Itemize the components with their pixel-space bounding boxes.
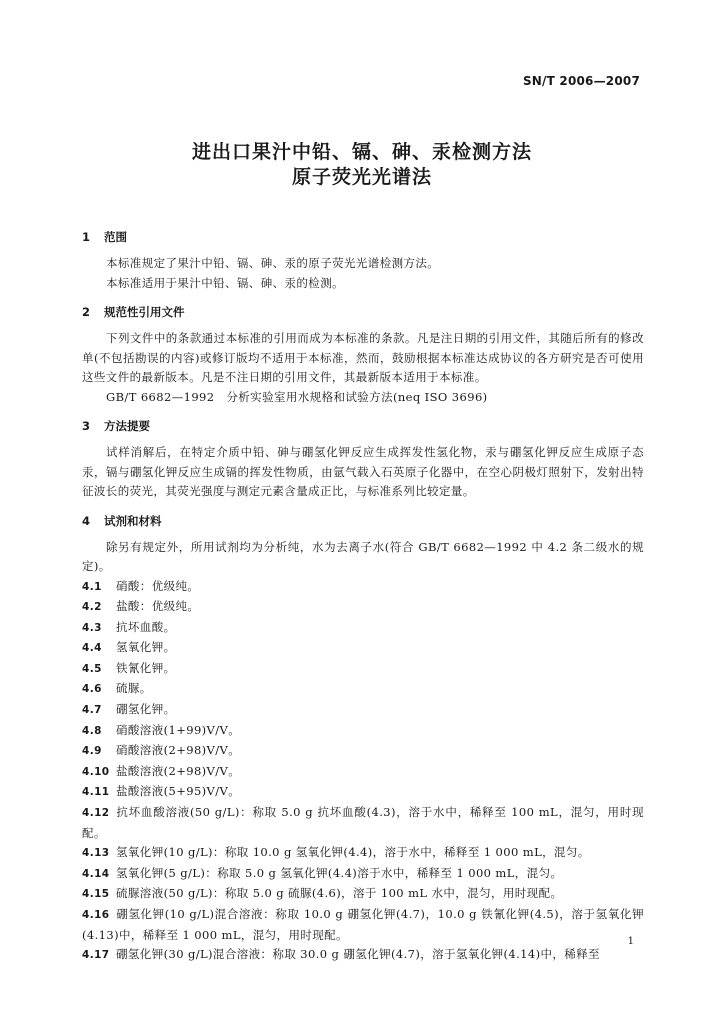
section-number: 4 — [82, 513, 91, 528]
list-item: 4.9 硝酸溶液(2+98)V/V。 — [82, 743, 241, 758]
list-item: 4.10 盐酸溶液(2+98)V/V。 — [82, 763, 241, 778]
list-item: 4.1 硝酸：优级纯。 — [82, 578, 200, 593]
list-item: 4.6 硫脲。 — [82, 681, 152, 696]
section-title: 范围 — [104, 230, 127, 244]
title-line-2: 原子荧光光谱法 — [291, 166, 432, 188]
reagent-list — [82, 577, 644, 966]
list-item: 4.5 铁氰化钾。 — [82, 660, 176, 675]
section-title: 试剂和材料 — [104, 513, 162, 528]
section-number: 2 — [82, 305, 91, 319]
standard-number: SN/T 2006—2007 — [522, 74, 640, 88]
reference-entry: GB/T 6682—1992 分析实验室用水规格和试验方法(neq ISO 3696) — [106, 389, 488, 404]
title-line-1: 进出口果汁中铅、镉、砷、汞检测方法 — [191, 141, 532, 163]
page-number: 1 — [627, 936, 634, 947]
paragraph: 本标准规定了果汁中铅、镉、砷、汞的原子荧光光谱检测方法。 — [106, 256, 440, 270]
list-item: 4.11 盐酸溶液(5+95)V/V。 — [82, 784, 241, 799]
paragraph: 下列文件中的条款通过本标准的引用而成为本标准的条款。凡是注日期的引用文件，其随后所有的修改单(不包括勘误的内容)或修订版均不适用于本标准，然而，鼓励根据本标准达成协议的各方研究是否可使用这些文件的最新版本。凡是不注日期的引用文件，其最新版本适用于本标准。 — [82, 331, 644, 384]
list-item: 4.2 盐酸：优级纯。 — [82, 599, 200, 614]
list-item: 4.13 氢氧化钾(10 g/L)：称取 10.0 g 氢氧化钾(4.4)，溶于水中，稀释至 1 000 mL，混匀。 — [82, 845, 590, 860]
list-item: 4.7 硼氢化钾。 — [82, 702, 176, 717]
paragraph: 试样消解后，在特定介质中铅、砷与硼氢化钾反应生成挥发性氢化物，汞与硼氢化钾反应生成原子态汞，镉与硼氢化钾反应生成镉的挥发性物质，由氩气载入石英原子化器中，在空心阴极灯照射下，发射出特征波长的荧光，其荧光强度与测定元素含量成正比，与标准系列比较定量。 — [82, 445, 644, 498]
section-heading-reagents — [82, 512, 644, 530]
list-item: 4.14 氢氧化钾(5 g/L)：称取 5.0 g 氢氧化钾(4.4)溶于水中，稀释至 1 000 mL，混匀。 — [82, 865, 563, 880]
list-item: 4.4 氢氧化钾。 — [82, 640, 176, 655]
list-item: 4.8 硝酸溶液(1+99)V/V。 — [82, 722, 241, 737]
list-item: 4.17 硼氢化钾(30 g/L)混合溶液：称取 30.0 g 硼氢化钾(4.7)，溶于氢氧化钾(4.14)中，稀释至 — [82, 947, 601, 962]
paragraph: 本标准适用于果汁中铅、镉、砷、汞的检测。 — [106, 275, 344, 290]
list-item: 4.15 硫脲溶液(50 g/L)：称取 5.0 g 硫脲(4.6)，溶于 100 mL 水中，混匀，用时现配。 — [82, 886, 563, 901]
list-item: 4.12 抗坏血酸溶液(50 g/L)：称取 5.0 g 抗坏血酸(4.3)，溶于水中，稀释至 100 mL，混匀，用时现配。 — [82, 805, 644, 840]
section-heading-principle — [82, 417, 644, 435]
section-title: 规范性引用文件 — [104, 305, 185, 319]
list-item: 4.3 抗坏血酸。 — [82, 619, 176, 634]
section-number: 1 — [82, 230, 91, 244]
document-body — [82, 228, 644, 966]
document-title — [0, 140, 724, 190]
section-number: 3 — [82, 419, 91, 433]
section-heading-scope — [82, 228, 644, 246]
paragraph: 除另有规定外，所用试剂均为分析纯，水为去离子水(符合 GB/T 6682—1992 中 4.2 条二级水的规定)。 — [82, 539, 644, 573]
section-heading-references — [82, 303, 644, 321]
section-title: 方法提要 — [104, 419, 150, 433]
list-item: 4.16 硼氢化钾(10 g/L)混合溶液：称取 10.0 g 硼氢化钾(4.7)，10.0 g 铁氰化钾(4.5)，溶于氢氧化钾(4.13)中，稀释至 1 000 mL，混匀，用时现配。 — [82, 907, 644, 942]
